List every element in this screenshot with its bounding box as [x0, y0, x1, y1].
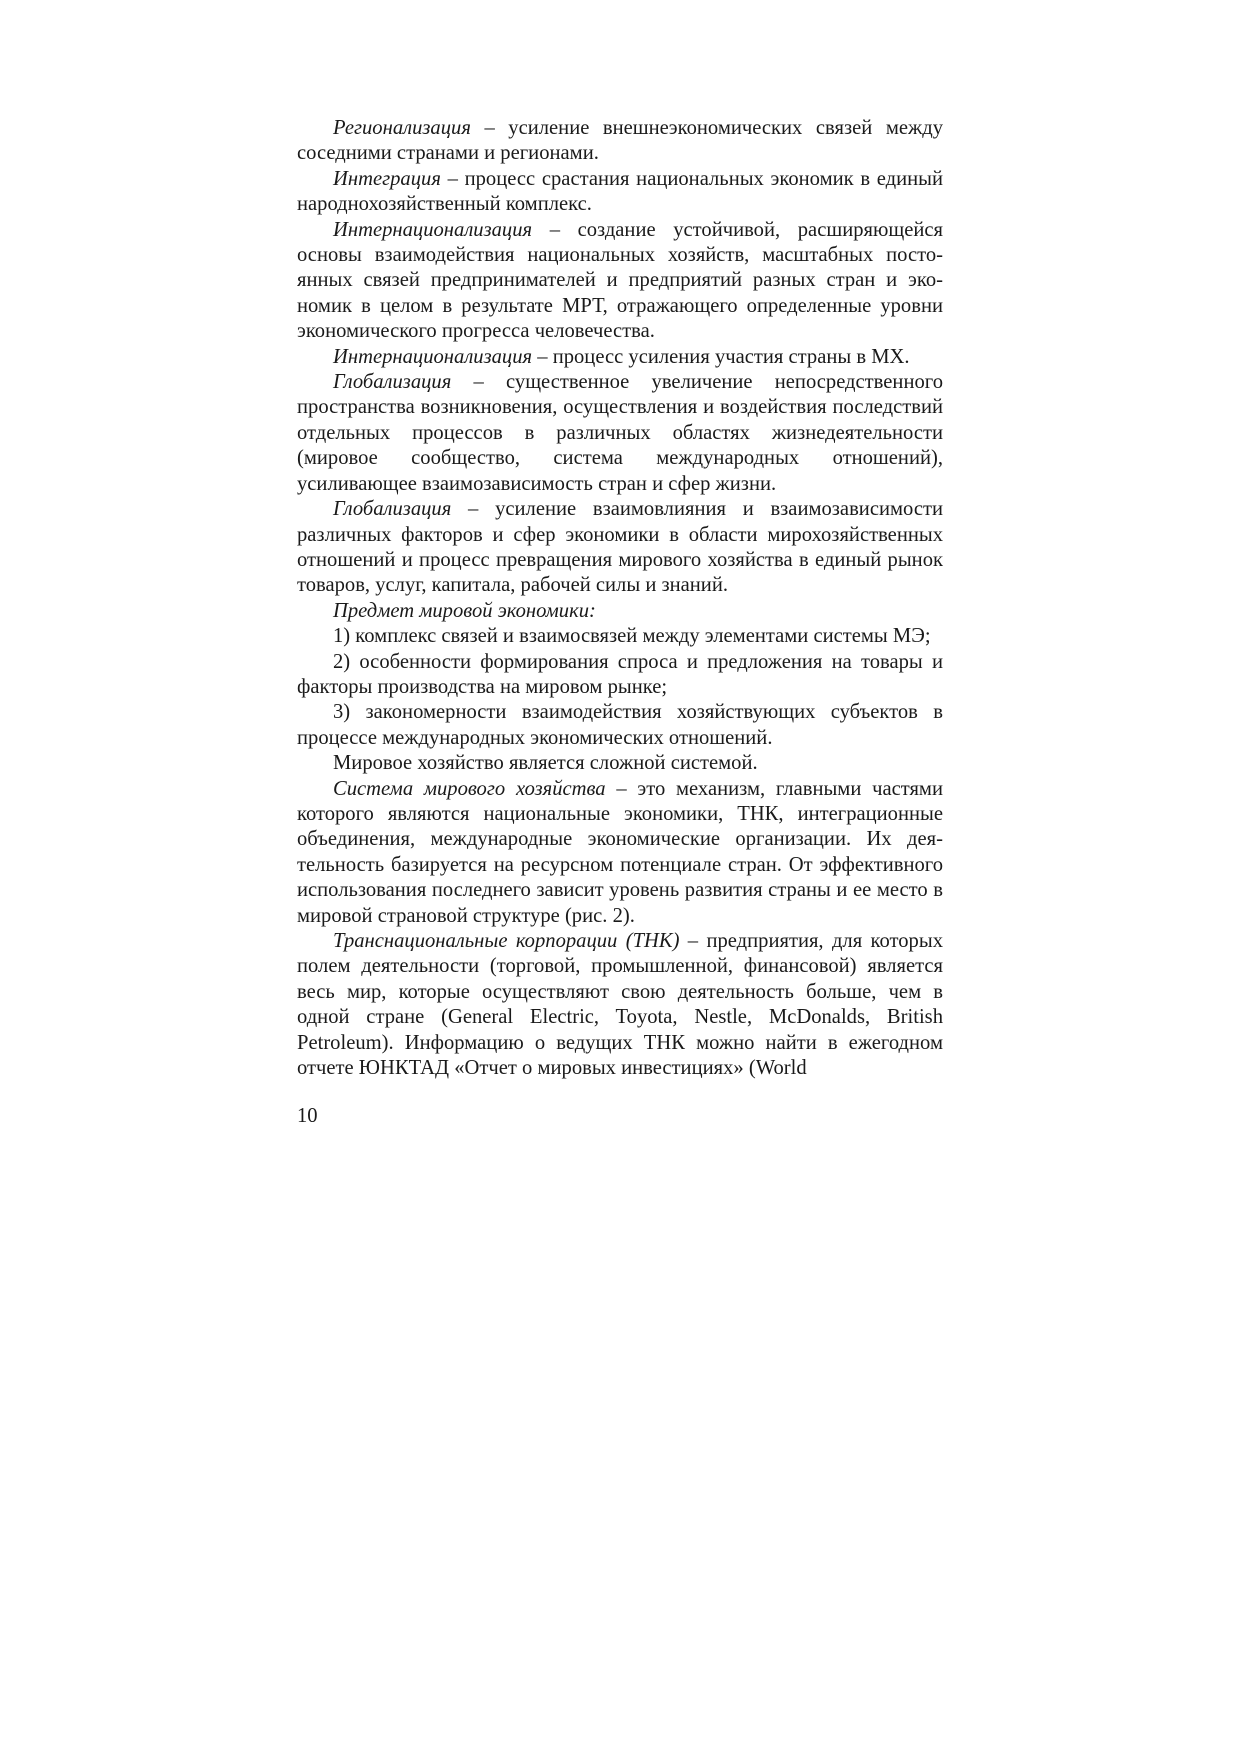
definition: – создание устойчивой, расширяющейся основы взаимодействия национальных хозяйств, масштабных постоянных связей предпринимателей и предприятий разных стран и экономик в целом в результате МРТ, отражающего определенные уровни экономического прогресса человечества.: [297, 218, 943, 343]
paragraph-regionalization: [297, 116, 943, 167]
paragraph-internationalization-1: [297, 218, 943, 345]
list-item-text: 2) особенности формирования спроса и предложения на товары и факторы производства на мировом рынке;: [297, 650, 943, 698]
definition: – усиление внешнеэкономических связей между соседними странами и регионами.: [297, 117, 943, 165]
term: Интеграция: [333, 167, 441, 190]
paragraph-globalization-1: [297, 370, 943, 497]
definition: – процесс усиления участия страны в МХ.: [532, 345, 910, 368]
term: Транснациональные корпорации (ТНК): [333, 930, 680, 952]
definition: – процесс срастания национальных экономик в единый народнохозяйственный комплекс.: [297, 167, 943, 216]
paragraph-world-economy-system: [297, 777, 943, 929]
definition: – это механизм, главными частями которого являются национальные экономики, ТНК, интеграционные объединения, международные экономические организации. Их деятельность базируется на ресурсном потенциале стран. От эффективного использования последнего зависит уровень развития страны и ее место в мировой страновой структуре (рис. 2).: [297, 777, 943, 927]
paragraph-internationalization-2: [297, 345, 943, 370]
paragraph-globalization-2: [297, 497, 943, 599]
paragraph-tnc: [297, 929, 943, 1081]
paragraph-text: Мировое хозяйство является сложной системой.: [333, 752, 758, 775]
list-item-2: [297, 650, 943, 701]
term: Регионализация: [333, 117, 471, 139]
list-item-text: 1) комплекс связей и взаимосвязей между элементами системы МЭ;: [333, 625, 931, 648]
paragraph-world-economy: [297, 751, 943, 776]
definition: – предприятия, для которых полем деятельности (торговой, промышленной, финансовой) является весь мир, которые осуществляют свою деятельность больше, чем в одной стране (General Electric, Toyota, Nestle, McDonalds, British Petroleum). Информацию о ведущих ТНК можно найти в ежегодном отчете ЮНКТАД «Отчет о мировых инвестициях» (World: [297, 930, 943, 1080]
list-item-text: 3) закономерности взаимодействия хозяйствующих субъектов в процессе международных экономических отношений.: [297, 701, 943, 749]
page-number: 10: [297, 1105, 318, 1127]
term: Предмет мировой экономики:: [333, 599, 596, 622]
term: Система мирового хозяйства: [333, 777, 606, 800]
page-body: [297, 116, 943, 1081]
term: Глобализация: [333, 371, 452, 394]
term: Глобализация: [333, 498, 452, 521]
term: Интернационализация: [333, 218, 533, 241]
paragraph-subject-heading: [297, 599, 943, 624]
paragraph-integration: [297, 167, 943, 218]
list-item-3: [297, 700, 943, 751]
definition: – существенное увеличение непосредственного пространства возникновения, осуществления и воздействия последствий отдельных процессов в различных областях жизнедеятельности (мировое сообщество, система международных отношений), усиливающее взаимозависимость стран и сфер жизни.: [297, 371, 943, 495]
definition: – усиление взаимовлияния и взаимозависимости различных факторов и сфер экономики в области мирохозяйственных отношений и процесс превращения мирового хозяйства в единый рынок товаров, услуг, капитала, рабочей силы и знаний.: [297, 498, 943, 597]
term: Интернационализация: [333, 345, 533, 368]
list-item-1: [297, 624, 943, 649]
